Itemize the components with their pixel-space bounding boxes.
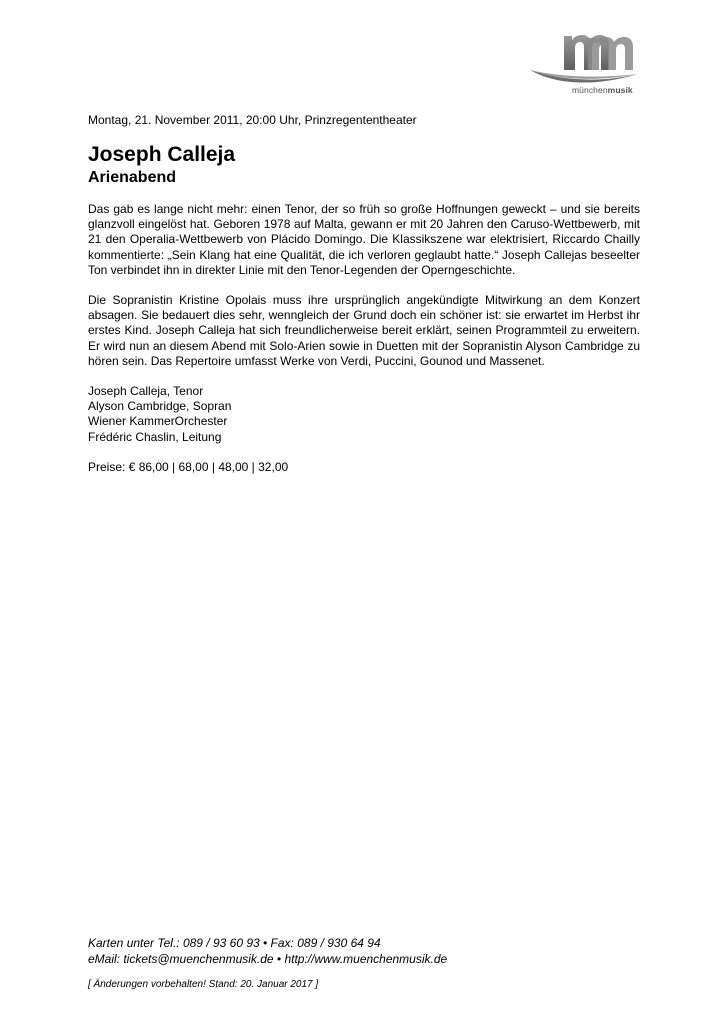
event-date-venue: Montag, 21. November 2011, 20:00 Uhr, Prinzregententheater — [88, 113, 417, 127]
performer-item: Joseph Calleja, Tenor — [88, 384, 204, 399]
event-title: Joseph Calleja — [88, 143, 236, 166]
contact-footer — [88, 936, 447, 967]
performer-item: Frédéric Chaslin, Leitung — [88, 429, 222, 444]
contact-email-web: eMail: tickets@muenchenmusik.de • http://www.muenchenmusik.de — [88, 951, 448, 966]
contact-phone-fax: Karten unter Tel.: 089 / 93 60 93 • Fax: 089 / 930 64 94 — [88, 936, 381, 950]
muenchenmusik-logo-icon — [528, 26, 640, 88]
performer-item: Wiener KammerOrchester — [88, 414, 228, 429]
event-content — [88, 112, 640, 475]
ticket-prices: Preise: € 86,00 | 68,00 | 48,00 | 32,00 — [88, 459, 289, 474]
event-description-paragraph: Die Sopranistin Kristine Opolais muss ihre ursprünglich angekündigte Mitwirkung an dem Konzert absagen. Sie bedauert dies sehr, wenngleich der Grund doch ein schöner ist: sie erwartet im Herbst ihr erstes Kind. Joseph Calleja hat sich freundlicherweise bereit erklärt, seinen Programmteil zu erweitern. Er wird nun an diesem Abend mit Solo-Arien sowie in Duetten mit der Sopranistin Alyson Cambridge zu hören sein. Das Repertoire umfasst Werke von Verdi, Puccini, Gounod und Massenet. — [88, 293, 640, 368]
performer-item: Alyson Cambridge, Sopran — [88, 399, 232, 414]
change-notice: [ Änderungen vorbehalten! Stand: 20. Januar 2017 ] — [88, 979, 319, 990]
muenchenmusik-logo — [528, 26, 640, 102]
logo-wordmark: münchenmusik — [572, 85, 633, 95]
performer-list — [88, 384, 640, 445]
event-description-paragraph: Das gab es lange nicht mehr: einen Tenor, der so früh so große Hoffnungen geweckt – und sie bereits glanzvoll eingelöst hat. Geboren 1978 auf Malta, gewann er mit 20 Jahren den Caruso-Wettbewerb, mit 21 den Operalia-Wettbewerb von Plácido Domingo. Die Klassikszene war elektrisiert, Riccardo Chailly kommentierte: „Sein Klang hat eine Qualität, die ich verloren geglaubt hatte.“ Joseph Callejas beseelter Ton verbindet ihn in direkter Linie mit den Tenor-Legenden der Operngeschichte. — [88, 202, 640, 277]
event-subtitle: Arienabend — [88, 169, 177, 186]
